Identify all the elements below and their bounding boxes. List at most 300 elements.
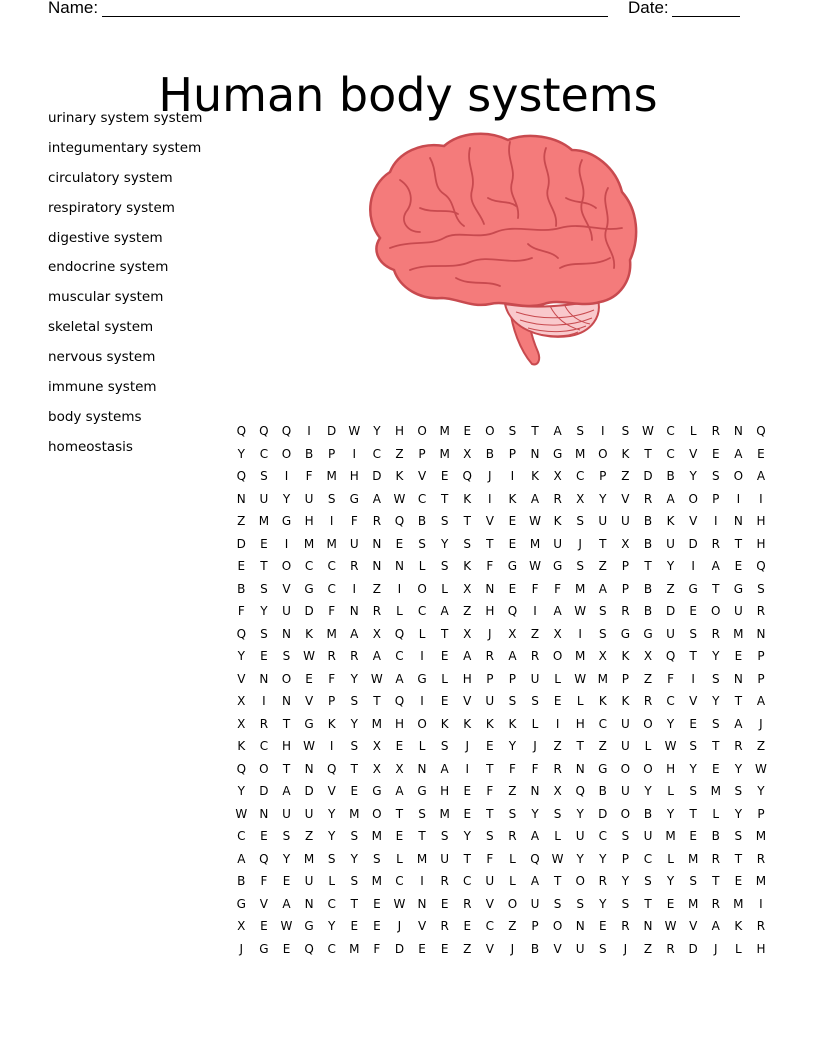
grid-letter: Y [260, 604, 268, 618]
grid-letter: T [689, 806, 697, 821]
grid-letter: R [327, 649, 336, 663]
grid-letter: Q [462, 469, 472, 483]
grid-letter: N [394, 559, 404, 573]
grid-letter: W [303, 649, 316, 663]
grid-letter: E [395, 536, 404, 551]
grid-letter: W [574, 604, 587, 618]
grid-letter: K [395, 469, 404, 483]
grid-letter: E [373, 919, 381, 933]
grid-letter: T [418, 829, 426, 843]
grid-letter: E [757, 446, 765, 461]
grid-letter: R [350, 559, 359, 573]
grid-letter: I [578, 626, 582, 641]
grid-letter: Y [576, 851, 584, 866]
grid-letter: N [259, 806, 269, 821]
grid-letter: R [711, 424, 720, 438]
grid-letter: A [553, 604, 562, 618]
grid-letter: I [329, 739, 334, 753]
grid-letter: Y [734, 761, 743, 776]
grid-letter: K [621, 649, 630, 663]
grid-letter: B [417, 514, 427, 528]
grid-letter: N [259, 671, 269, 686]
grid-letter: E [486, 739, 494, 753]
grid-letter: E [373, 896, 381, 911]
grid-letter: X [508, 626, 517, 641]
grid-letter: D [236, 536, 246, 551]
grid-letter: O [733, 469, 744, 483]
grid-letter: A [756, 694, 766, 708]
grid-letter: L [418, 739, 426, 753]
grid-letter: M [597, 671, 608, 686]
grid-letter: P [712, 491, 720, 506]
grid-letter: R [666, 941, 675, 956]
grid-letter: V [259, 896, 268, 911]
grid-letter: S [260, 469, 268, 483]
grid-letter: L [576, 694, 584, 708]
grid-letter: S [711, 716, 720, 731]
grid-letter: Z [304, 829, 314, 843]
grid-letter: R [756, 851, 766, 866]
grid-letter: A [440, 604, 449, 618]
grid-letter: S [327, 491, 336, 506]
grid-letter: O [281, 446, 292, 461]
name-label: Name: [48, 0, 99, 17]
grid-letter: P [621, 559, 630, 573]
grid-letter: I [691, 671, 695, 686]
grid-letter: A [372, 491, 381, 506]
grid-letter: S [440, 559, 449, 573]
grid-letter: W [235, 806, 248, 821]
grid-letter: S [598, 626, 607, 641]
grid-letter: X [598, 649, 607, 663]
grid-letter: J [713, 941, 718, 956]
grid-letter: C [259, 739, 269, 753]
grid-letter: H [394, 716, 404, 731]
grid-letter: I [284, 536, 289, 551]
grid-letter: C [395, 874, 404, 888]
grid-letter: U [553, 536, 562, 551]
grid-letter: V [304, 694, 314, 708]
grid-letter: E [553, 694, 562, 708]
grid-letter: C [666, 694, 675, 708]
grid-letter: O [417, 716, 427, 731]
grid-letter: E [350, 784, 359, 798]
grid-letter: I [736, 491, 741, 506]
grid-letter: J [465, 739, 469, 753]
grid-letter: Y [282, 851, 291, 866]
word-list-item: homeostasis [48, 438, 133, 455]
grid-letter: U [620, 739, 630, 753]
grid-letter: E [418, 941, 426, 956]
grid-letter: I [510, 469, 515, 483]
grid-letter: U [733, 604, 743, 618]
grid-letter: X [237, 716, 246, 731]
grid-letter: O [552, 919, 563, 933]
grid-letter: J [623, 941, 628, 956]
grid-letter: K [508, 491, 517, 506]
grid-letter: T [440, 491, 449, 506]
grid-letter: K [621, 694, 630, 708]
grid-letter: T [712, 581, 720, 596]
page-title: Human body systems [158, 67, 658, 122]
date-field[interactable] [672, 0, 740, 17]
grid-letter: W [393, 491, 406, 506]
grid-letter: L [554, 671, 561, 686]
grid-letter: U [666, 536, 675, 551]
grid-letter: Y [712, 649, 720, 663]
grid-letter: Z [643, 941, 653, 956]
grid-letter: V [463, 694, 472, 708]
grid-letter: F [350, 514, 358, 528]
grid-letter: S [350, 739, 359, 753]
grid-letter: G [372, 784, 382, 798]
grid-letter: Y [440, 536, 449, 551]
grid-letter: S [282, 829, 291, 843]
grid-letter: J [578, 536, 582, 551]
grid-letter: K [237, 739, 246, 753]
grid-letter: N [485, 581, 495, 596]
grid-letter: F [508, 761, 516, 776]
grid-letter: A [530, 491, 540, 506]
grid-letter: Z [598, 739, 607, 753]
grid-letter: Z [666, 581, 675, 596]
grid-letter: Q [756, 424, 766, 438]
grid-letter: B [643, 806, 653, 821]
grid-letter: Z [756, 739, 766, 753]
grid-letter: P [508, 446, 517, 461]
grid-letter: J [397, 919, 402, 933]
grid-letter: G [620, 626, 631, 641]
grid-letter: P [599, 469, 607, 483]
grid-letter: E [282, 874, 291, 888]
grid-letter: K [666, 514, 675, 528]
grid-letter: E [440, 896, 449, 911]
grid-letter: U [643, 829, 653, 843]
grid-letter: E [282, 941, 291, 956]
grid-letter: Y [644, 784, 652, 798]
grid-letter: M [733, 896, 744, 911]
grid-letter: S [553, 896, 562, 911]
grid-letter: M [326, 469, 337, 483]
grid-letter: R [756, 919, 766, 933]
grid-letter: G [417, 671, 427, 686]
grid-letter: C [327, 896, 336, 911]
grid-letter: S [576, 514, 585, 528]
grid-letter: I [488, 491, 492, 506]
grid-letter: P [531, 919, 539, 933]
name-field[interactable] [102, 0, 608, 17]
grid-letter: Q [236, 424, 247, 438]
grid-letter: S [531, 694, 539, 708]
grid-letter: M [665, 829, 676, 843]
grid-letter: O [507, 896, 518, 911]
date-label: Date: [628, 0, 669, 17]
grid-letter: F [554, 581, 562, 596]
grid-letter: N [281, 626, 291, 641]
grid-letter: M [439, 806, 450, 821]
grid-letter: M [258, 514, 270, 528]
grid-letter: T [486, 761, 494, 776]
grid-letter: L [418, 559, 426, 573]
grid-letter: S [644, 874, 652, 888]
grid-letter: M [349, 806, 360, 821]
grid-letter: T [553, 874, 562, 888]
grid-letter: Z [530, 626, 540, 641]
grid-letter: O [643, 761, 653, 776]
grid-letter: T [644, 896, 652, 911]
grid-letter: Y [237, 784, 245, 798]
grid-letter: E [350, 919, 359, 933]
grid-letter: I [352, 581, 357, 596]
grid-letter: K [553, 514, 562, 528]
grid-letter: M [575, 581, 586, 596]
grid-letter: V [485, 896, 494, 911]
grid-letter: Y [666, 874, 675, 888]
grid-letter: W [755, 761, 767, 776]
grid-letter: J [488, 626, 492, 641]
grid-letter: H [281, 739, 291, 753]
grid-letter: L [667, 784, 674, 798]
grid-letter: O [281, 559, 292, 573]
grid-letter: M [575, 446, 586, 461]
grid-letter: O [620, 806, 631, 821]
grid-letter: T [712, 874, 720, 888]
word-search-grid [230, 420, 774, 960]
grid-letter: W [303, 739, 316, 753]
grid-letter: K [485, 716, 494, 731]
grid-letter: L [712, 806, 720, 821]
grid-letter: F [328, 671, 336, 686]
grid-letter: Q [259, 424, 269, 438]
grid-letter: I [601, 424, 605, 438]
grid-letter: A [463, 649, 472, 663]
grid-letter: R [621, 604, 630, 618]
grid-letter: I [759, 491, 763, 506]
grid-letter: L [441, 581, 448, 596]
grid-letter: T [576, 739, 584, 753]
grid-letter: Q [507, 604, 518, 618]
grid-letter: T [712, 739, 720, 753]
grid-letter: C [485, 919, 495, 933]
word-list-item: integumentary system [48, 139, 202, 156]
grid-letter: G [552, 559, 563, 573]
grid-letter: F [486, 559, 494, 573]
grid-letter: C [417, 604, 427, 618]
grid-letter: Z [237, 514, 246, 528]
grid-letter: S [440, 514, 449, 528]
grid-letter: Y [328, 806, 336, 821]
grid-letter: W [348, 424, 361, 438]
grid-letter: O [259, 761, 269, 776]
grid-letter: E [260, 829, 268, 843]
grid-letter: Z [508, 919, 517, 933]
grid-letter: B [711, 829, 720, 843]
grid-letter: R [372, 514, 382, 528]
grid-letter: S [734, 784, 743, 798]
grid-letter: S [598, 604, 607, 618]
grid-letter: U [304, 491, 314, 506]
grid-letter: T [395, 806, 404, 821]
grid-letter: H [485, 604, 495, 618]
grid-letter: C [666, 446, 675, 461]
grid-letter: Q [326, 761, 337, 776]
grid-letter: D [665, 604, 676, 618]
grid-letter: C [576, 469, 585, 483]
grid-letter: E [463, 919, 472, 933]
grid-letter: S [598, 941, 607, 956]
grid-letter: E [260, 649, 268, 663]
grid-letter: A [395, 671, 404, 686]
grid-letter: A [508, 649, 517, 663]
grid-letter: M [326, 536, 337, 551]
grid-letter: X [237, 919, 246, 933]
grid-letter: A [282, 784, 291, 798]
grid-letter: P [328, 694, 336, 708]
grid-letter: P [621, 581, 630, 596]
grid-letter: Y [599, 851, 607, 866]
grid-letter: M [755, 829, 767, 843]
grid-letter: Q [259, 851, 269, 866]
grid-letter: U [575, 829, 585, 843]
grid-letter: Y [712, 694, 720, 708]
grid-letter: D [304, 604, 314, 618]
grid-letter: S [440, 739, 449, 753]
grid-letter: Q [575, 784, 585, 798]
grid-letter: D [259, 784, 269, 798]
grid-letter: K [305, 626, 314, 641]
grid-letter: M [326, 626, 337, 641]
grid-letter: Y [666, 716, 675, 731]
grid-letter: O [417, 581, 427, 596]
grid-letter: Y [463, 829, 471, 843]
grid-letter: H [304, 514, 314, 528]
grid-letter: Q [530, 851, 540, 866]
grid-letter: S [508, 424, 517, 438]
grid-letter: L [509, 851, 516, 866]
grid-letter: V [553, 941, 562, 956]
grid-letter: I [284, 469, 289, 483]
grid-letter: O [281, 671, 292, 686]
word-list-item: endocrine system [48, 259, 169, 276]
grid-letter: M [303, 851, 315, 866]
grid-letter: O [552, 649, 563, 663]
grid-letter: B [237, 581, 246, 596]
grid-letter: A [711, 559, 720, 573]
grid-letter: R [553, 491, 562, 506]
grid-letter: I [533, 604, 537, 618]
grid-letter: B [643, 514, 653, 528]
grid-letter: R [756, 604, 766, 618]
grid-letter: K [508, 716, 517, 731]
grid-letter: A [350, 626, 359, 641]
grid-letter: L [396, 851, 403, 866]
grid-letter: Z [643, 671, 653, 686]
grid-letter: E [440, 941, 449, 956]
grid-letter: V [621, 491, 630, 506]
grid-letter: Q [281, 424, 292, 438]
grid-letter: M [439, 446, 450, 461]
grid-letter: U [620, 716, 630, 731]
grid-letter: W [370, 671, 383, 686]
grid-letter: E [463, 784, 472, 798]
grid-letter: E [395, 739, 404, 753]
grid-letter: D [643, 469, 653, 483]
grid-letter: S [463, 536, 472, 551]
grid-letter: N [349, 604, 359, 618]
grid-letter: B [237, 874, 246, 888]
grid-letter: K [327, 716, 336, 731]
grid-letter: Q [236, 761, 247, 776]
grid-letter: T [486, 806, 494, 821]
grid-letter: S [711, 469, 720, 483]
grid-letter: G [259, 941, 269, 956]
grid-letter: K [531, 469, 539, 483]
grid-letter: Y [350, 851, 358, 866]
grid-letter: M [710, 784, 721, 798]
grid-letter: V [485, 514, 494, 528]
grid-letter: M [371, 829, 383, 843]
grid-letter: I [465, 761, 469, 776]
word-list [48, 110, 202, 469]
grid-letter: I [262, 694, 266, 708]
grid-letter: O [688, 491, 698, 506]
grid-letter: R [259, 716, 269, 731]
grid-letter: Z [463, 941, 472, 956]
grid-letter: D [688, 941, 698, 956]
grid-letter: M [371, 716, 383, 731]
grid-letter: X [463, 446, 472, 461]
grid-letter: L [418, 626, 426, 641]
brain-icon [360, 128, 640, 368]
grid-letter: L [667, 851, 674, 866]
grid-letter: U [440, 851, 450, 866]
grid-letter: E [305, 671, 313, 686]
grid-letter: Y [237, 649, 245, 663]
grid-letter: R [440, 919, 449, 933]
grid-letter: P [757, 649, 765, 663]
grid-letter: F [237, 604, 245, 618]
grid-letter: D [598, 806, 608, 821]
grid-letter: M [371, 874, 383, 888]
grid-letter: O [620, 761, 631, 776]
grid-letter: L [644, 739, 652, 753]
grid-letter: T [373, 694, 381, 708]
word-list-item: nervous system [48, 349, 156, 366]
grid-letter: N [417, 896, 427, 911]
grid-letter: M [687, 896, 699, 911]
grid-letter: Z [395, 446, 404, 461]
grid-letter: G [688, 581, 698, 596]
grid-letter: L [328, 874, 336, 888]
grid-letter: N [417, 761, 427, 776]
grid-letter: S [350, 694, 359, 708]
grid-letter: V [689, 514, 698, 528]
grid-letter: A [440, 761, 449, 776]
grid-letter: C [598, 716, 607, 731]
grid-letter: Y [576, 806, 584, 821]
grid-letter: N [733, 514, 743, 528]
grid-letter: K [734, 919, 743, 933]
grid-letter: P [328, 446, 336, 461]
grid-letter: H [575, 716, 585, 731]
grid-letter: S [418, 536, 426, 551]
grid-letter: F [260, 874, 268, 888]
grid-letter: U [259, 491, 269, 506]
grid-letter: B [643, 581, 653, 596]
grid-letter: U [620, 514, 630, 528]
grid-letter: T [282, 761, 291, 776]
grid-letter: C [666, 424, 675, 438]
